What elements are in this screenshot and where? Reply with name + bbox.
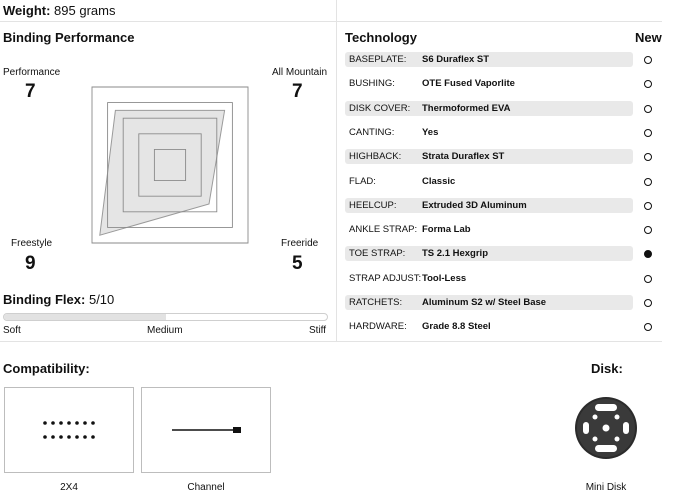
tech-row [345, 149, 633, 164]
technology-title: Technology [345, 30, 417, 45]
tech-row [345, 174, 633, 189]
radar-label-freestyle: Freestyle [11, 238, 53, 249]
binding-performance-title: Binding Performance [3, 30, 135, 45]
radar-shape [100, 110, 225, 235]
flex-scale-medium: Medium [147, 325, 183, 336]
tech-row-value: S6 Duraflex ST [422, 54, 490, 65]
tech-row-key: HARDWARE: [349, 321, 407, 332]
radar-value-all-mountain: 7 [292, 81, 303, 102]
tech-row [345, 319, 633, 334]
tech-row [345, 125, 633, 140]
2x4-hole-pattern-icon [5, 388, 133, 472]
radar-label-freeride: Freeride [281, 238, 319, 249]
new-indicator-empty-icon [644, 178, 652, 186]
tech-row-value: Grade 8.8 Steel [422, 321, 491, 332]
new-indicator-empty-icon [644, 80, 652, 88]
radar-label-performance: Performance [3, 67, 61, 78]
tech-row-key: ANKLE STRAP: [349, 224, 418, 235]
new-indicator-empty-icon [644, 226, 652, 234]
binding-flex-fill [4, 314, 166, 320]
binding-flex-bar [3, 313, 328, 321]
radar-value-performance: 7 [25, 81, 36, 102]
tech-row [345, 198, 633, 213]
weight-value: 895 grams [54, 3, 116, 18]
tech-row-value: TS 2.1 Hexgrip [422, 248, 488, 259]
new-indicator-empty-icon [644, 299, 652, 307]
tech-row [345, 101, 633, 116]
performance-radar-chart [70, 60, 270, 270]
tech-row-key: CANTING: [349, 127, 395, 138]
new-indicator-empty-icon [644, 56, 652, 64]
tech-row [345, 222, 633, 237]
new-indicator-filled-icon [644, 250, 652, 258]
tech-row-value: OTE Fused Vaporlite [422, 78, 515, 89]
new-indicator-empty-icon [644, 105, 652, 113]
weight-label: Weight: [3, 3, 51, 18]
new-indicator-empty-icon [644, 153, 652, 161]
new-indicator-empty-icon [644, 202, 652, 210]
tech-row-value: Aluminum S2 w/ Steel Base [422, 297, 547, 308]
disk-label: Mini Disk [585, 482, 627, 493]
tech-row-key: DISK COVER: [349, 103, 411, 114]
tech-row-value: Classic [422, 176, 456, 187]
mini-disk-icon [574, 396, 638, 460]
tech-row-key: HEELCUP: [349, 200, 397, 211]
tech-row-key: FLAD: [349, 176, 376, 187]
channel-mount-icon [142, 388, 270, 472]
tech-row [345, 271, 633, 286]
new-column-header: New [635, 30, 662, 45]
binding-flex-label: Binding Flex: [3, 292, 86, 307]
tech-row [345, 52, 633, 67]
tech-row-value: Tool-Less [422, 273, 467, 284]
tech-row-key: HIGHBACK: [349, 151, 402, 162]
binding-flex-value: 5/10 [88, 292, 115, 307]
compatibility-title: Compatibility: [3, 361, 90, 376]
compat-2x4-card [4, 387, 134, 473]
tech-row-value: Yes [422, 127, 439, 138]
new-indicator-empty-icon [644, 323, 652, 331]
tech-row-value: Strata Duraflex ST [422, 151, 505, 162]
tech-row-value: Thermoformed EVA [422, 103, 511, 114]
disk-title: Disk: [591, 361, 623, 376]
compat-channel-label: Channel [187, 482, 225, 493]
compat-2x4-label: 2X4 [60, 482, 78, 493]
radar-label-all-mountain: All Mountain [272, 67, 328, 78]
flex-scale-soft: Soft [3, 325, 21, 336]
tech-row [345, 246, 633, 261]
compat-channel-card [141, 387, 271, 473]
tech-row-key: BUSHING: [349, 78, 395, 89]
tech-row-key: TOE STRAP: [349, 248, 406, 259]
tech-row [345, 76, 633, 91]
new-indicator-empty-icon [644, 275, 652, 283]
tech-row-key: BASEPLATE: [349, 54, 407, 65]
binding-flex-info [3, 292, 114, 307]
weight-row-right [337, 0, 662, 22]
new-indicator-empty-icon [644, 129, 652, 137]
radar-value-freestyle: 9 [25, 253, 36, 274]
tech-row-key: RATCHETS: [349, 297, 403, 308]
weight-info [3, 3, 115, 18]
tech-row-value: Forma Lab [422, 224, 471, 235]
tech-row-key: STRAP ADJUST: [349, 273, 422, 284]
flex-scale-stiff: Stiff [309, 325, 327, 336]
radar-value-freeride: 5 [292, 253, 303, 274]
tech-row [345, 295, 633, 310]
tech-row-value: Extruded 3D Aluminum [422, 200, 527, 211]
